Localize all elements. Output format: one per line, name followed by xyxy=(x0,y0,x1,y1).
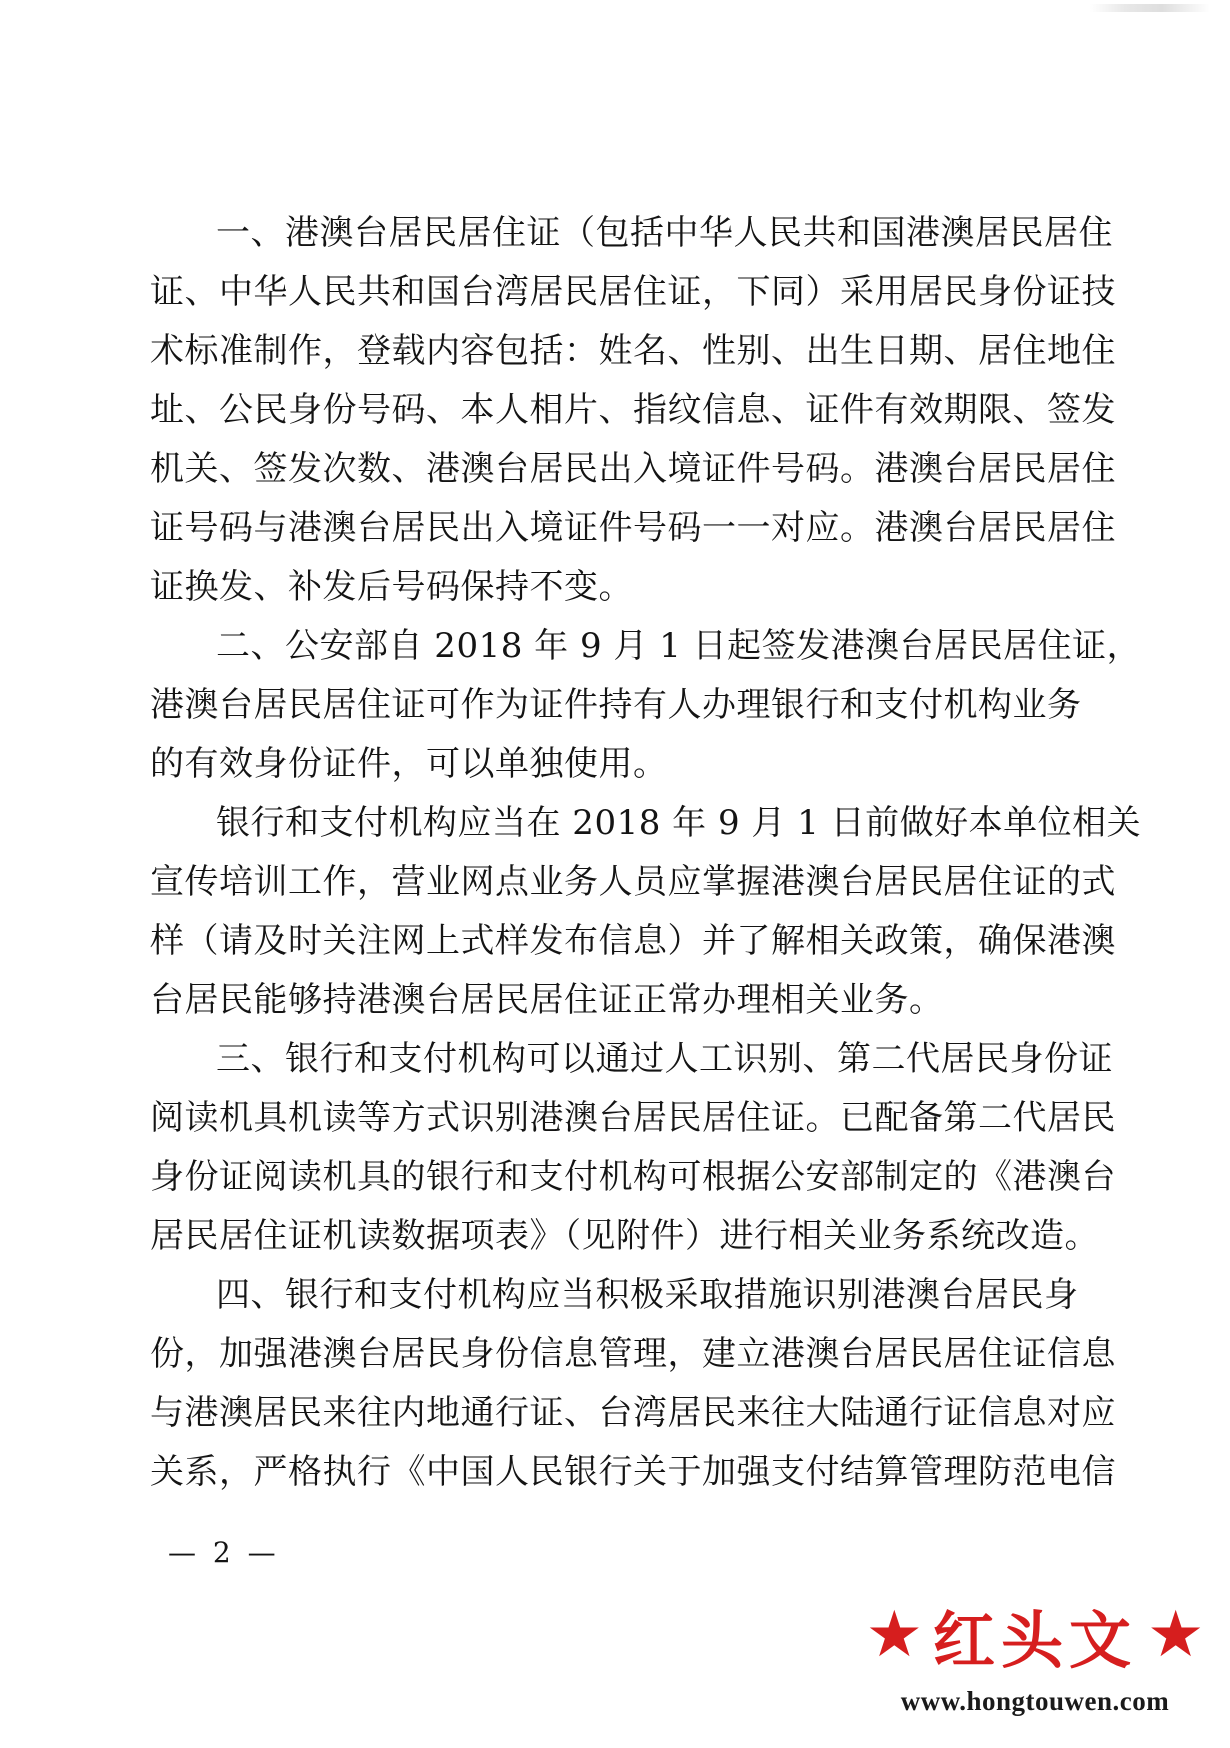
document-body xyxy=(150,204,1142,1502)
paragraph-line: 港澳台居民居住证可作为证件持有人办理银行和支付机构业务 xyxy=(150,685,1082,725)
star-icon: ★ xyxy=(1147,1598,1205,1672)
paragraph-line: 址、公民身份号码、本人相片、指纹信息、证件有效期限、签发 xyxy=(150,390,1116,430)
paragraph-line: 阅读机具机读等方式识别港澳台居民居住证。已配备第二代居民 xyxy=(150,1098,1116,1138)
paragraph-first-line: 一、港澳台居民居住证（包括中华人民共和国港澳居民居住 xyxy=(216,213,1113,253)
paragraph-line: 证换发、补发后号码保持不变。 xyxy=(150,567,633,607)
star-icon: ★ xyxy=(865,1598,923,1672)
paragraph-line: 居民居住证机读数据项表》（见附件）进行相关业务系统改造。 xyxy=(150,1216,1099,1256)
paragraph-line: 台居民能够持港澳台居民居住证正常办理相关业务。 xyxy=(150,980,944,1020)
paragraph-line: 关系，严格执行《中国人民银行关于加强支付结算管理防范电信 xyxy=(150,1452,1116,1492)
paragraph-line: 证、中华人民共和国台湾居民居住证，下同）采用居民身份证技 xyxy=(150,272,1116,312)
paragraph-first-line: 三、银行和支付机构可以通过人工识别、第二代居民身份证 xyxy=(216,1039,1113,1079)
paragraph-line: 证号码与港澳台居民出入境证件号码一一对应。港澳台居民居住 xyxy=(150,508,1116,548)
site-watermark xyxy=(860,1590,1210,1730)
paragraph-line: 与港澳居民来往内地通行证、台湾居民来往大陆通行证信息对应 xyxy=(150,1393,1116,1433)
watermark-url: www.hongtouwen.com xyxy=(900,1686,1170,1716)
scan-artifact xyxy=(1090,4,1210,12)
paragraph-line: 术标准制作，登载内容包括：姓名、性别、出生日期、居住地住 xyxy=(150,331,1116,371)
paragraph-first-line: 银行和支付机构应当在 2018 年 9 月 1 日前做好本单位相关 xyxy=(216,803,1142,843)
watermark-text: 红头文 xyxy=(932,1603,1137,1677)
paragraph-line: 机关、签发次数、港澳台居民出入境证件号码。港澳台居民居住 xyxy=(150,449,1116,489)
paragraph-first-line: 四、银行和支付机构应当积极采取措施识别港澳台居民身 xyxy=(216,1275,1079,1315)
paragraph-line: 身份证阅读机具的银行和支付机构可根据公安部制定的《港澳台 xyxy=(150,1157,1116,1197)
paragraph-line: 的有效身份证件，可以单独使用。 xyxy=(150,744,668,784)
paragraph-line: 样（请及时关注网上式样发布信息）并了解相关政策，确保港澳 xyxy=(150,921,1116,961)
page-number: — 2 — xyxy=(168,1536,280,1569)
paragraph-line: 宣传培训工作，营业网点业务人员应掌握港澳台居民居住证的式 xyxy=(150,862,1116,902)
paragraph-line: 份，加强港澳台居民身份信息管理，建立港澳台居民居住证信息 xyxy=(150,1334,1116,1374)
paragraph-first-line: 二、公安部自 2018 年 9 月 1 日起签发港澳台居民居住证， xyxy=(216,626,1142,666)
watermark-title xyxy=(860,1590,1210,1680)
